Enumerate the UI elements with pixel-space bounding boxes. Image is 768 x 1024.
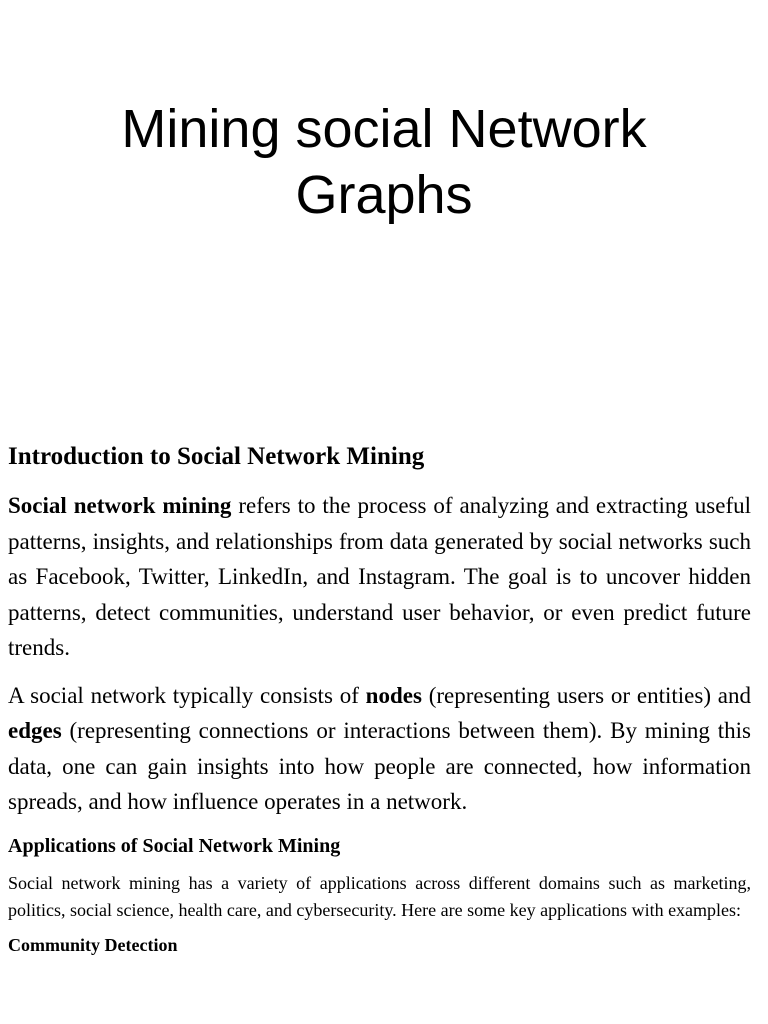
applications-heading: Applications of Social Network Mining (8, 834, 341, 857)
intro-paragraph-2-part-3: (representing connections or interactions between them). By mining this data, one can gain insights into how people are connected, how information spreads, and how influence operates in a network. (8, 718, 751, 814)
document-title (0, 96, 768, 228)
intro-heading: Introduction to Social Network Mining (8, 443, 425, 470)
applications-paragraph: Social network mining has a variety of applications across different domains such as marketing, politics, social science, health care, and cybersecurity. Here are some key applications with examples: (8, 872, 751, 920)
intro-paragraph-1 (8, 488, 751, 666)
term-edges: edges (8, 718, 62, 743)
title-line-2: Graphs (295, 165, 473, 225)
intro-paragraph-2-part-2: (representing users or entities) and (421, 682, 751, 708)
intro-paragraph-2-part-1: A social network typically consists of (8, 682, 366, 708)
intro-paragraph-2 (8, 678, 751, 820)
document-body (8, 438, 751, 959)
title-line-1: Mining social Network (121, 99, 647, 159)
term-nodes: nodes (365, 682, 422, 708)
intro-paragraph-1-text: refers to the process of analyzing and extracting useful patterns, insights, and relationships from data generated by social networks such as Facebook, Twitter, LinkedIn, and Instagram. The goal is to uncover hidden patterns, detect communities, understand user behavior, or even predict future trends. (8, 493, 751, 660)
term-social-network-mining: Social network mining (8, 493, 232, 518)
community-detection-heading: Community Detection (8, 934, 178, 955)
